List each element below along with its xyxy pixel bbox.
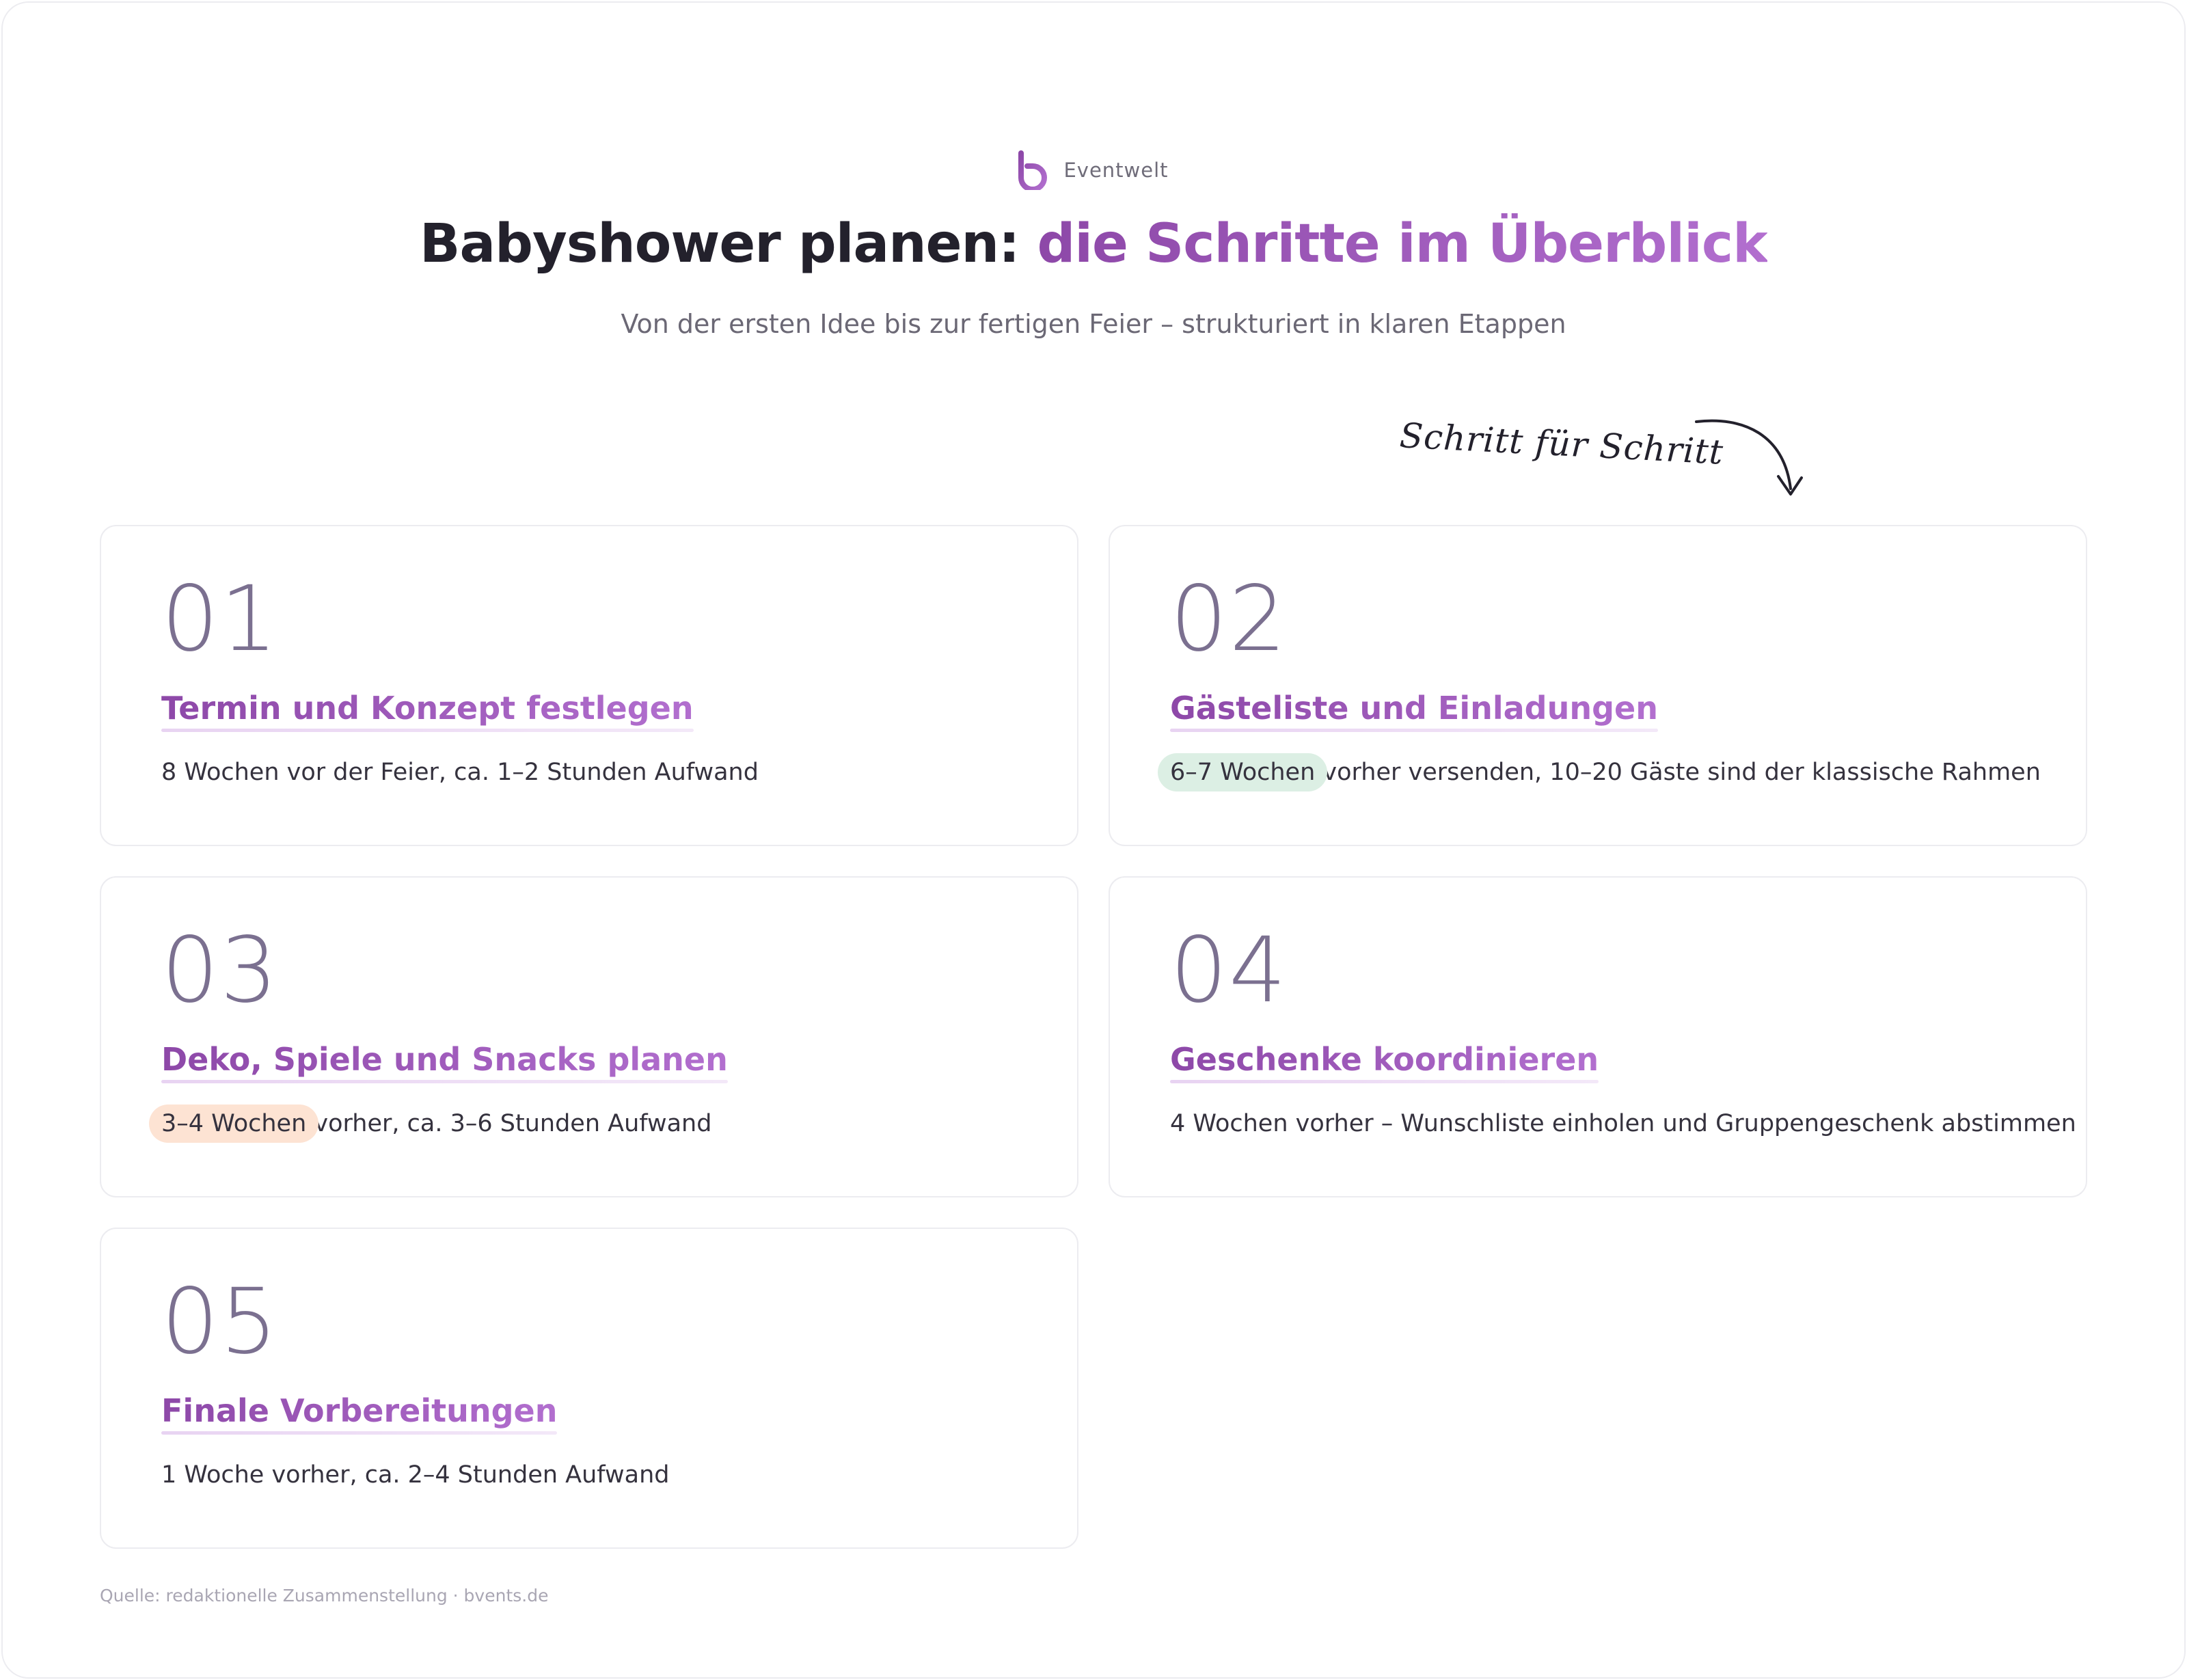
heading-underline xyxy=(161,729,694,732)
step-number: 01 xyxy=(161,567,279,672)
heading-underline xyxy=(161,1080,728,1083)
step-description: 6–7 Wochen vorher versenden, 10–20 Gäste sind der klassische Rahmen xyxy=(1170,759,2041,786)
timing-badge: 3–4 Wochen xyxy=(161,1110,307,1137)
curved-arrow-icon xyxy=(1688,414,1811,506)
brand-name: Eventwelt xyxy=(1063,159,1169,182)
step-heading: Termin und Konzept festlegen xyxy=(161,690,694,732)
step-heading: Geschenke koordinieren xyxy=(1170,1042,1599,1083)
source-note: Quelle: redaktionelle Zusammenstellung · bvents.de xyxy=(100,1586,549,1606)
page-subtitle: Von der ersten Idee bis zur fertigen Feier – strukturiert in klaren Etappen xyxy=(621,309,1566,339)
heading-underline xyxy=(1170,1080,1599,1083)
step-card-1 xyxy=(100,525,1078,846)
step-heading: Gästeliste und Einladungen xyxy=(1170,690,1658,732)
step-card-3 xyxy=(100,876,1078,1197)
step-number: 05 xyxy=(161,1269,279,1374)
timing-badge: 6–7 Wochen xyxy=(1170,759,1316,786)
annotation-text: Schritt für Schritt xyxy=(1398,416,1725,472)
step-card-5 xyxy=(100,1228,1078,1549)
title-accent: die Schritte im Überblick xyxy=(1037,213,1767,275)
step-card-2 xyxy=(1109,525,2087,846)
step-description: 4 Wochen vorher – Wunschliste einholen und Gruppengeschenk abstimmen xyxy=(1170,1110,2076,1137)
step-number: 03 xyxy=(161,918,279,1023)
brand xyxy=(0,150,2187,190)
page-title xyxy=(0,213,2187,275)
step-heading: Deko, Spiele und Snacks planen xyxy=(161,1042,728,1083)
step-description: 3–4 Wochen vorher, ca. 3–6 Stunden Aufwand xyxy=(161,1110,712,1137)
heading-underline xyxy=(1170,729,1658,732)
heading-underline xyxy=(161,1431,557,1435)
step-number: 02 xyxy=(1170,567,1288,672)
b-logo-icon xyxy=(1018,150,1048,190)
step-card-4 xyxy=(1109,876,2087,1197)
step-description: 8 Wochen vor der Feier, ca. 1–2 Stunden Aufwand xyxy=(161,759,759,786)
step-heading: Finale Vorbereitungen xyxy=(161,1393,557,1435)
step-description: 1 Woche vorher, ca. 2–4 Stunden Aufwand xyxy=(161,1461,670,1489)
step-number: 04 xyxy=(1170,918,1288,1023)
title-main: Babyshower planen: xyxy=(420,213,1037,275)
